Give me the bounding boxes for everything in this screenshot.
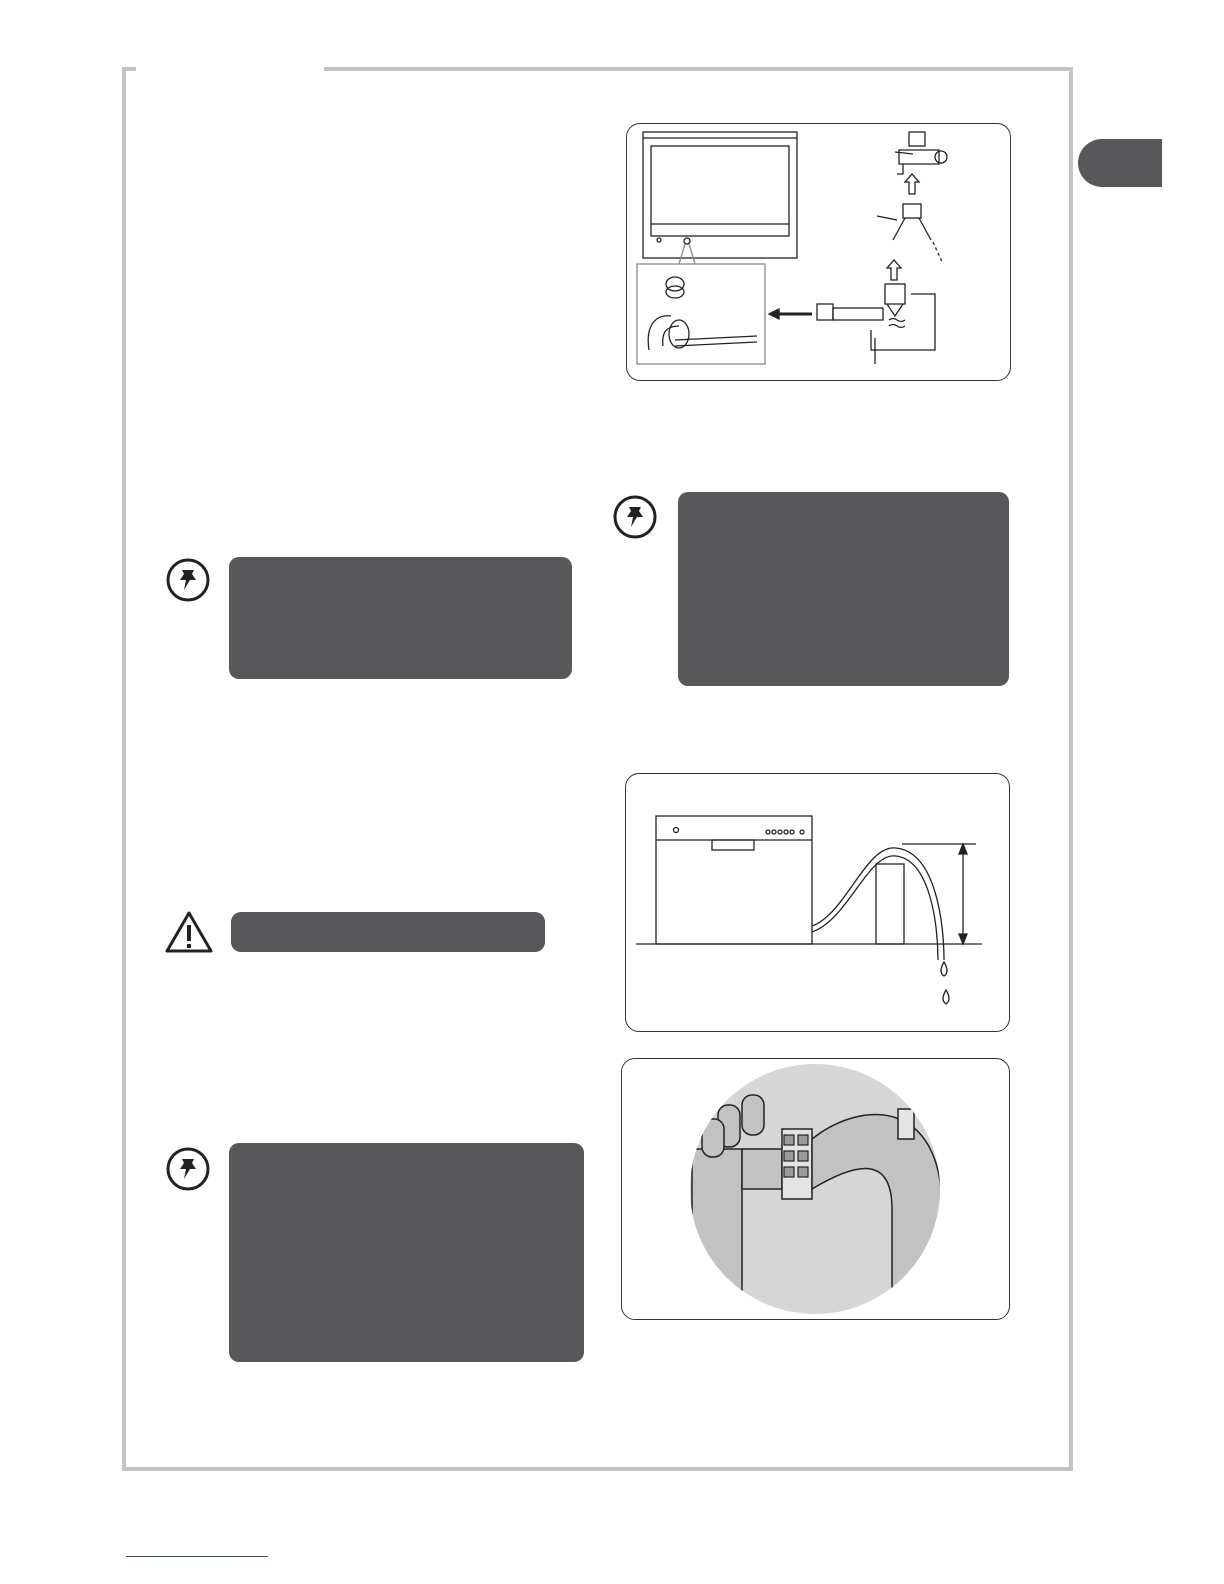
note-box-left-1	[229, 557, 572, 679]
drain-height-illustration	[626, 774, 1009, 1031]
warning-box	[231, 912, 545, 952]
note-box-left-2	[229, 1143, 584, 1362]
drain-pipe-figure	[621, 1058, 1010, 1320]
frame-top-left	[122, 67, 136, 71]
frame-top	[324, 67, 1069, 71]
language-tab	[1078, 139, 1162, 187]
drain-pipe-illustration	[622, 1059, 1009, 1319]
footer-link-line	[126, 1556, 268, 1557]
pin-icon	[165, 1146, 211, 1192]
pin-icon	[612, 494, 658, 540]
inlet-hose-figure	[626, 123, 1011, 381]
warning-icon	[164, 909, 214, 955]
pin-icon	[165, 557, 211, 603]
drain-height-figure	[625, 773, 1010, 1032]
note-box-right	[678, 492, 1009, 686]
inlet-hose-illustration	[627, 124, 1010, 380]
